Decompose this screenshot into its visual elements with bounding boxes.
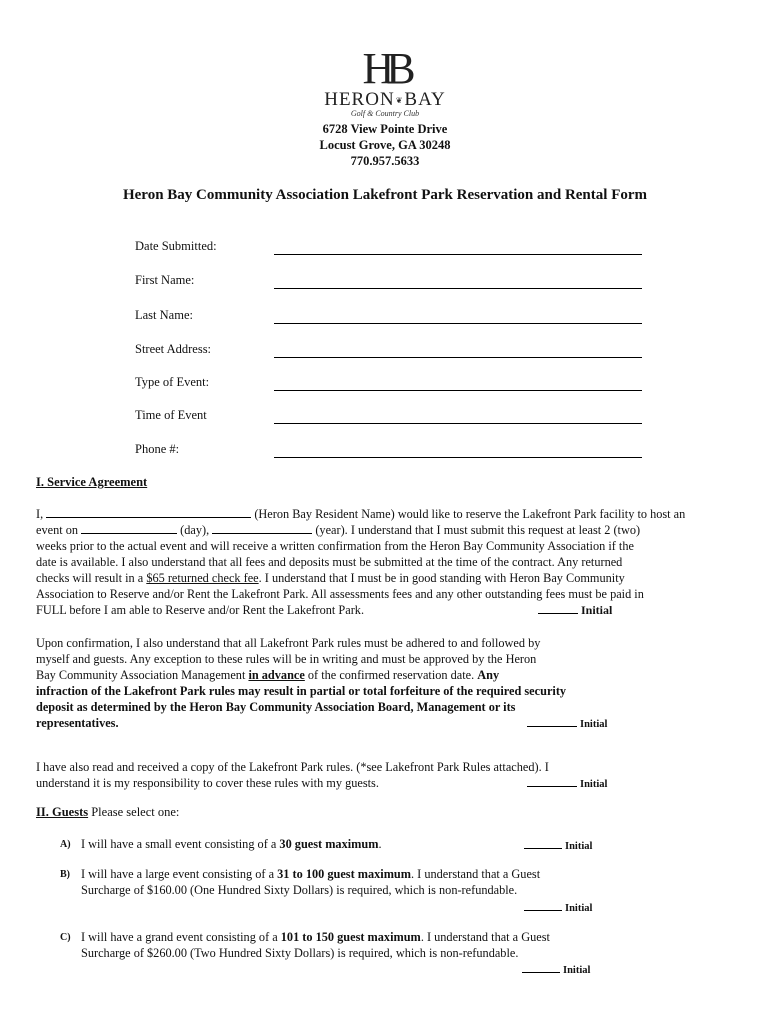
- agreement-line: date is available. I also understand that all fees and deposits must be submitted at the time of the contract. Any returned: [36, 555, 623, 569]
- option-b-text[interactable]: I will have a large event consisting of a 31 to 100 guest maximum. I understand that a Guest: [81, 867, 541, 881]
- option-b-initial[interactable]: Initial: [524, 899, 592, 915]
- option-c-letter: C): [60, 932, 71, 943]
- logo-monogram: HB: [362, 44, 408, 93]
- agreement-line: weeks prior to the actual event and will receive a written confirmation from the Heron Bay Community Association if the: [36, 539, 634, 553]
- phone-field[interactable]: [274, 457, 642, 458]
- type-of-event-field[interactable]: [274, 390, 642, 391]
- address-city: Locust Grove, GA 30248: [319, 138, 451, 152]
- time-of-event-label: Time of Event: [135, 408, 207, 422]
- time-of-event-field[interactable]: [274, 423, 642, 424]
- confirmation-line: infraction of the Lakefront Park rules may result in partial or total forfeiture of the required security: [36, 684, 567, 698]
- option-a-letter: A): [60, 839, 71, 850]
- option-c-initial[interactable]: Initial: [522, 961, 590, 977]
- event-day-blank[interactable]: [81, 522, 177, 534]
- event-year-blank[interactable]: [212, 522, 312, 534]
- rules-line: I have also read and received a copy of the Lakefront Park rules. (*see Lakefront Park Rules attached). I: [36, 760, 549, 774]
- option-c-text-2: Surcharge of $260.00 (Two Hundred Sixty Dollars) is required, which is non-refundable.: [81, 946, 519, 960]
- rules-line: understand it is my responsibility to cover these rules with my guests.: [36, 776, 379, 790]
- first-name-label: First Name:: [135, 273, 195, 287]
- date-submitted-field[interactable]: [274, 254, 642, 255]
- last-name-label: Last Name:: [135, 308, 193, 322]
- agreement-line: Association to Reserve and/or Rent the Lakefront Park. All assessments fees and any other outstanding fees must be paid in: [36, 587, 644, 601]
- option-a-text[interactable]: I will have a small event consisting of a 30 guest maximum.: [81, 837, 382, 851]
- logo-wordmark: HERON❦BAY: [324, 89, 446, 110]
- last-name-field[interactable]: [274, 323, 642, 324]
- option-b-letter: B): [60, 869, 70, 880]
- type-of-event-label: Type of Event:: [135, 375, 210, 389]
- confirmation-line: representatives.: [36, 716, 119, 730]
- phone-label: Phone #:: [135, 442, 180, 456]
- date-submitted-label: Date Submitted:: [135, 239, 217, 253]
- agreement-line: checks will result in a $65 returned check fee. I understand that I must be in good standing with Heron Bay Community: [36, 571, 625, 585]
- initial-field-3[interactable]: Initial: [527, 775, 607, 791]
- option-a-initial[interactable]: Initial: [524, 837, 592, 853]
- confirmation-line: deposit as determined by the Heron Bay Community Association Board, Management or its: [36, 700, 516, 714]
- resident-name-blank[interactable]: [46, 506, 251, 518]
- street-address-field[interactable]: [274, 357, 642, 358]
- option-b-text-2: Surcharge of $160.00 (One Hundred Sixty Dollars) is required, which is non-refundable.: [81, 883, 518, 897]
- confirmation-line: myself and guests. Any exception to these rules will be in writing and must be approved by the Heron: [36, 652, 537, 666]
- confirmation-line: Bay Community Association Management in advance of the confirmed reservation date. Any: [36, 668, 500, 682]
- option-c-text[interactable]: I will have a grand event consisting of a 101 to 150 guest maximum. I understand that a Guest: [81, 930, 550, 944]
- agreement-line: I, (Heron Bay Resident Name) would like to reserve the Lakefront Park facility to host an: [36, 507, 686, 521]
- confirmation-line: Upon confirmation, I also understand that all Lakefront Park rules must be adhered to and followed by: [36, 636, 541, 650]
- initial-field-2[interactable]: Initial: [527, 715, 607, 731]
- address-street: 6728 View Pointe Drive: [322, 122, 448, 136]
- section-guests-heading: II. Guests Please select one:: [36, 805, 180, 819]
- address-phone: 770.957.5633: [350, 154, 420, 168]
- initial-field-1[interactable]: Initial: [538, 602, 612, 618]
- agreement-line: event on (day), (year). I understand that I must submit this request at least 2 (two): [36, 523, 641, 537]
- page-title: Heron Bay Community Association Lakefront Park Reservation and Rental Form: [122, 187, 648, 203]
- logo-subtitle: Golf & Country Club: [350, 109, 420, 118]
- first-name-field[interactable]: [274, 288, 642, 289]
- section-service-agreement-heading: I. Service Agreement: [36, 475, 148, 489]
- street-address-label: Street Address:: [135, 342, 212, 356]
- agreement-line: FULL before I am able to Reserve and/or Rent the Lakefront Park.: [36, 603, 365, 617]
